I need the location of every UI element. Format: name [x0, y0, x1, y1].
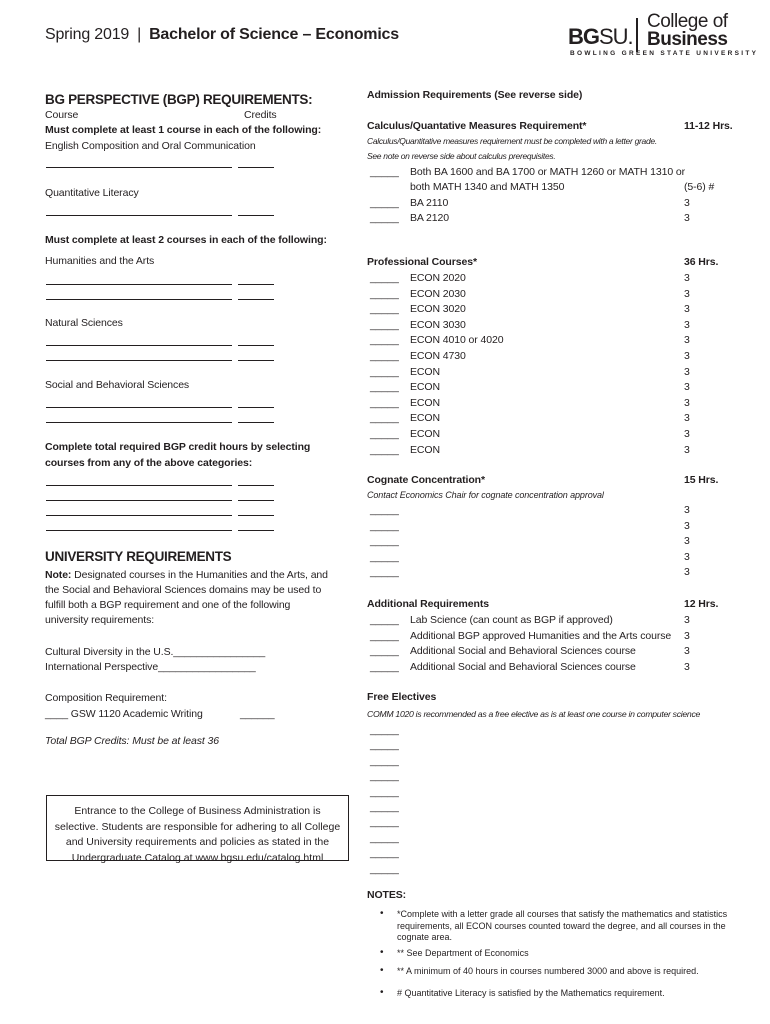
calculus-note-1: Calculus/Quantitative measures requirement must be completed with a letter grade. — [367, 136, 657, 146]
cognate-credit: 3 — [684, 550, 690, 563]
cognate-credit: 3 — [684, 566, 690, 578]
prof-credit: 3 — [684, 287, 690, 300]
logo-college-line2: Business — [647, 29, 728, 50]
prof-course: ECON — [410, 412, 440, 425]
gsw-course[interactable]: ____ GSW 1120 Academic Writing — [45, 708, 203, 720]
free-elective-blank[interactable]: _____ — [370, 739, 399, 752]
prof-course: ECON 2030 — [410, 287, 466, 300]
bgp-title: BG PERSPECTIVE (BGP) REQUIREMENTS: — [45, 92, 313, 107]
total-bgp-credits: Total BGP Credits: Must be at least 36 — [45, 735, 220, 747]
calc-blank[interactable]: _____ — [370, 166, 399, 178]
prof-credit: 3 — [684, 334, 690, 347]
quant-category: Quantitative Literacy — [45, 187, 139, 199]
complete-total-line2: courses from any of the above categories: — [45, 457, 253, 469]
page-title — [45, 26, 399, 44]
prof-blank[interactable]: _____ — [370, 428, 399, 440]
prof-course: ECON — [410, 428, 440, 440]
bgsu-wordmark: BGSU. — [568, 24, 633, 49]
calc-blank[interactable]: _____ — [370, 197, 399, 209]
social-credit-line-1[interactable] — [238, 407, 274, 408]
any-course-line-1[interactable] — [46, 485, 232, 486]
note-line: *Complete with a letter grade all courses that satisfy the mathematics and statistics — [397, 909, 728, 919]
any-credit-line-3[interactable] — [238, 515, 274, 516]
english-category: English Composition and Oral Communication — [45, 140, 256, 152]
prof-course: ECON 3030 — [410, 318, 466, 331]
social-course-line-2[interactable] — [46, 422, 232, 423]
term-label: Spring 2019 — [45, 26, 130, 43]
prof-credit: 3 — [684, 303, 690, 316]
cognate-credit: 3 — [684, 519, 690, 532]
note-line: requirements, all ECON courses counted toward the degree, and all courses in the — [397, 920, 726, 931]
prof-blank[interactable]: _____ — [370, 365, 399, 378]
logo-university: BOWLING GREEN STATE UNIVERSITY — [570, 50, 759, 57]
natural-credit-line-2[interactable] — [238, 360, 274, 361]
cognate-blank[interactable]: _____ — [370, 550, 399, 563]
calc-credit: (5-6) # — [684, 181, 715, 193]
social-category: Social and Behavioral Sciences — [45, 379, 190, 391]
note-line: # Quantitative Literacy is satisfied by the Mathematics requirement. — [397, 988, 665, 998]
additional-credit: 3 — [684, 645, 690, 657]
prof-course: ECON — [410, 396, 440, 409]
prof-blank[interactable]: _____ — [370, 412, 399, 425]
prof-credit: 3 — [684, 396, 690, 409]
quant-credit-line[interactable] — [238, 215, 274, 216]
note-bullet: • — [380, 965, 384, 976]
prof-blank[interactable]: _____ — [370, 381, 399, 394]
note-line: ** A minimum of 40 hours in courses numbered 3000 and above is required. — [397, 966, 699, 976]
prof-course: ECON 2020 — [410, 272, 466, 284]
cultural-diversity[interactable]: Cultural Diversity in the U.S.________________ — [45, 646, 266, 658]
additional-course: Additional BGP approved Humanities and the Arts course — [410, 629, 672, 642]
any-course-line-2[interactable] — [46, 500, 232, 501]
prof-credit: 3 — [684, 412, 690, 425]
prof-credit: 3 — [684, 365, 690, 378]
humanities-credit-line-2[interactable] — [238, 299, 274, 300]
cognate-blank[interactable]: _____ — [370, 535, 399, 547]
university-title: UNIVERSITY REQUIREMENTS — [45, 549, 232, 564]
prof-credit: 3 — [684, 428, 690, 440]
program-name: Bachelor of Science – Economics — [149, 26, 399, 43]
prof-blank[interactable]: _____ — [370, 287, 399, 300]
prof-credit: 3 — [684, 381, 690, 394]
prof-course: ECON 4010 or 4020 — [410, 334, 504, 347]
humanities-credit-line-1[interactable] — [238, 284, 274, 285]
complete-total-line1: Complete total required BGP credit hours by selecting — [45, 441, 311, 453]
note-item — [397, 988, 747, 1000]
additional-credit: 3 — [684, 660, 690, 673]
cognate-blank[interactable]: _____ — [370, 519, 399, 532]
entrance-line-4: Undergraduate Catalog at www.bgsu.edu/catalog.html — [71, 851, 324, 864]
calculus-note-2: See note on reverse side about calculus prerequisites. — [367, 151, 556, 161]
calculus-title: Calculus/Quantative Measures Requirement* — [367, 120, 587, 132]
english-credit-line[interactable] — [238, 167, 274, 168]
calc-credit: 3 — [684, 212, 690, 224]
free-elective-blank[interactable]: _____ — [370, 770, 399, 783]
prof-blank[interactable]: _____ — [370, 318, 399, 331]
composition-label: Composition Requirement: — [45, 692, 167, 704]
title-separator: | — [137, 26, 142, 43]
prof-course: ECON 3020 — [410, 303, 466, 316]
university-note-4: university requirements: — [45, 614, 155, 626]
prof-credit: 3 — [684, 350, 690, 362]
prof-credit: 3 — [684, 443, 690, 456]
calc-course: both MATH 1340 and MATH 1350 — [410, 181, 565, 193]
free-elective-blank[interactable]: _____ — [370, 862, 399, 875]
cognate-blank[interactable]: _____ — [370, 504, 399, 516]
free-elective-blank[interactable]: _____ — [370, 785, 399, 798]
additional-course: Lab Science (can count as BGP if approved) — [410, 614, 613, 626]
notes-title: NOTES: — [367, 889, 407, 901]
any-credit-line-4[interactable] — [238, 530, 274, 531]
prof-course: ECON — [410, 381, 440, 394]
logo-college-line1: College of — [647, 11, 728, 32]
prof-course: ECON — [410, 365, 440, 378]
must-two-instruction: Must complete at least 2 courses in each of the following: — [45, 234, 327, 246]
free-elective-blank[interactable]: _____ — [370, 831, 399, 844]
additional-course: Additional Social and Behavioral Sciences course — [410, 645, 636, 657]
humanities-course-line-2[interactable] — [46, 299, 232, 300]
calculus-hours: 11-12 Hrs. — [684, 120, 733, 132]
cognate-note: Contact Economics Chair for cognate concentration approval — [367, 490, 604, 500]
natural-credit-line-1[interactable] — [238, 345, 274, 346]
professional-hours: 36 Hrs. — [684, 256, 719, 268]
prof-course: ECON 4730 — [410, 350, 466, 362]
note-item — [397, 966, 747, 978]
free-electives-title: Free Electives — [367, 691, 437, 703]
university-note-3: fulfill both a BGP requirement and one of the following — [45, 599, 291, 611]
prof-blank[interactable]: _____ — [370, 396, 399, 409]
university-note-2: the Social and Behavioral Sciences domains may be used to — [45, 584, 322, 596]
prof-credit: 3 — [684, 272, 690, 284]
cognate-credit: 3 — [684, 535, 690, 547]
calc-course: BA 2110 — [410, 197, 449, 209]
humanities-course-line-1[interactable] — [46, 284, 232, 285]
university-note-1: Note: Designated courses in the Humanities and the Arts, and — [45, 569, 328, 581]
note-item — [397, 948, 747, 960]
cognate-title: Cognate Concentration* — [367, 474, 485, 486]
social-credit-line-2[interactable] — [238, 422, 274, 423]
natural-course-line-1[interactable] — [46, 345, 232, 346]
credits-col-header: Credits — [244, 109, 277, 121]
note-bullet: • — [380, 947, 384, 958]
free-elective-blank[interactable]: _____ — [370, 816, 399, 829]
quant-course-line[interactable] — [46, 215, 232, 216]
prof-blank[interactable]: _____ — [370, 443, 399, 456]
calc-blank[interactable]: _____ — [370, 212, 399, 224]
prof-blank[interactable]: _____ — [370, 272, 399, 284]
prof-blank[interactable]: _____ — [370, 303, 399, 316]
note-bullet: • — [380, 908, 384, 919]
prof-blank[interactable]: _____ — [370, 334, 399, 347]
calc-course: BA 2120 — [410, 212, 450, 224]
humanities-category: Humanities and the Arts — [45, 255, 155, 267]
cognate-hours: 15 Hrs. — [684, 474, 719, 486]
free-elective-blank[interactable]: _____ — [370, 754, 399, 767]
additional-hours: 12 Hrs. — [684, 598, 719, 610]
free-elective-blank[interactable]: _____ — [370, 801, 399, 813]
note-item — [397, 909, 747, 944]
additional-blank[interactable]: _____ — [370, 660, 399, 673]
note-bullet: • — [380, 987, 384, 998]
admission-title: Admission Requirements (See reverse side) — [367, 89, 583, 101]
entrance-line-3: and University requirements and policies as stated in the — [65, 836, 330, 848]
calc-credit: 3 — [684, 197, 690, 209]
entrance-notice-box — [46, 795, 349, 864]
course-col-header: Course — [45, 109, 79, 121]
english-course-line[interactable] — [46, 167, 232, 168]
additional-title: Additional Requirements — [367, 598, 489, 610]
additional-credit: 3 — [684, 614, 690, 626]
any-credit-line-1[interactable] — [238, 485, 274, 486]
any-course-line-3[interactable] — [46, 515, 232, 516]
additional-blank[interactable]: _____ — [370, 614, 399, 626]
additional-course: Additional Social and Behavioral Sciences course — [410, 660, 636, 673]
calc-course: Both BA 1600 and BA 1700 or MATH 1260 or MATH 1310 or — [410, 166, 686, 178]
any-credit-line-2[interactable] — [238, 500, 274, 501]
cognate-credit: 3 — [684, 504, 690, 516]
prof-course: ECON — [410, 443, 440, 456]
professional-title: Professional Courses* — [367, 256, 477, 268]
additional-credit: 3 — [684, 629, 690, 642]
free-elective-blank[interactable]: _____ — [370, 724, 399, 736]
note-line: ** See Department of Economics — [397, 948, 529, 958]
gsw-credit[interactable]: ______ — [240, 708, 275, 720]
must-one-instruction: Must complete at least 1 course in each of the following: — [45, 124, 322, 136]
free-electives-note: COMM 1020 is recommended as a free elective as is at least one course in computer science — [367, 709, 701, 719]
social-course-line-1[interactable] — [46, 407, 232, 408]
cognate-blank[interactable]: _____ — [370, 566, 399, 578]
additional-blank[interactable]: _____ — [370, 645, 399, 657]
bgsu-logo — [568, 11, 759, 60]
note-line: cognate area. — [397, 932, 453, 942]
additional-blank[interactable]: _____ — [370, 629, 399, 642]
natural-category: Natural Sciences — [45, 317, 123, 329]
logo-divider — [636, 18, 638, 52]
prof-credit: 3 — [684, 318, 690, 331]
entrance-line-1: Entrance to the College of Business Administration is — [74, 805, 321, 817]
prof-blank[interactable]: _____ — [370, 350, 399, 362]
entrance-line-2: selective. Students are responsible for adhering to all College — [54, 820, 341, 833]
international-perspective[interactable]: International Perspective_________________ — [45, 661, 256, 673]
any-course-line-4[interactable] — [46, 530, 232, 531]
free-elective-blank[interactable]: _____ — [370, 847, 399, 860]
natural-course-line-2[interactable] — [46, 360, 232, 361]
